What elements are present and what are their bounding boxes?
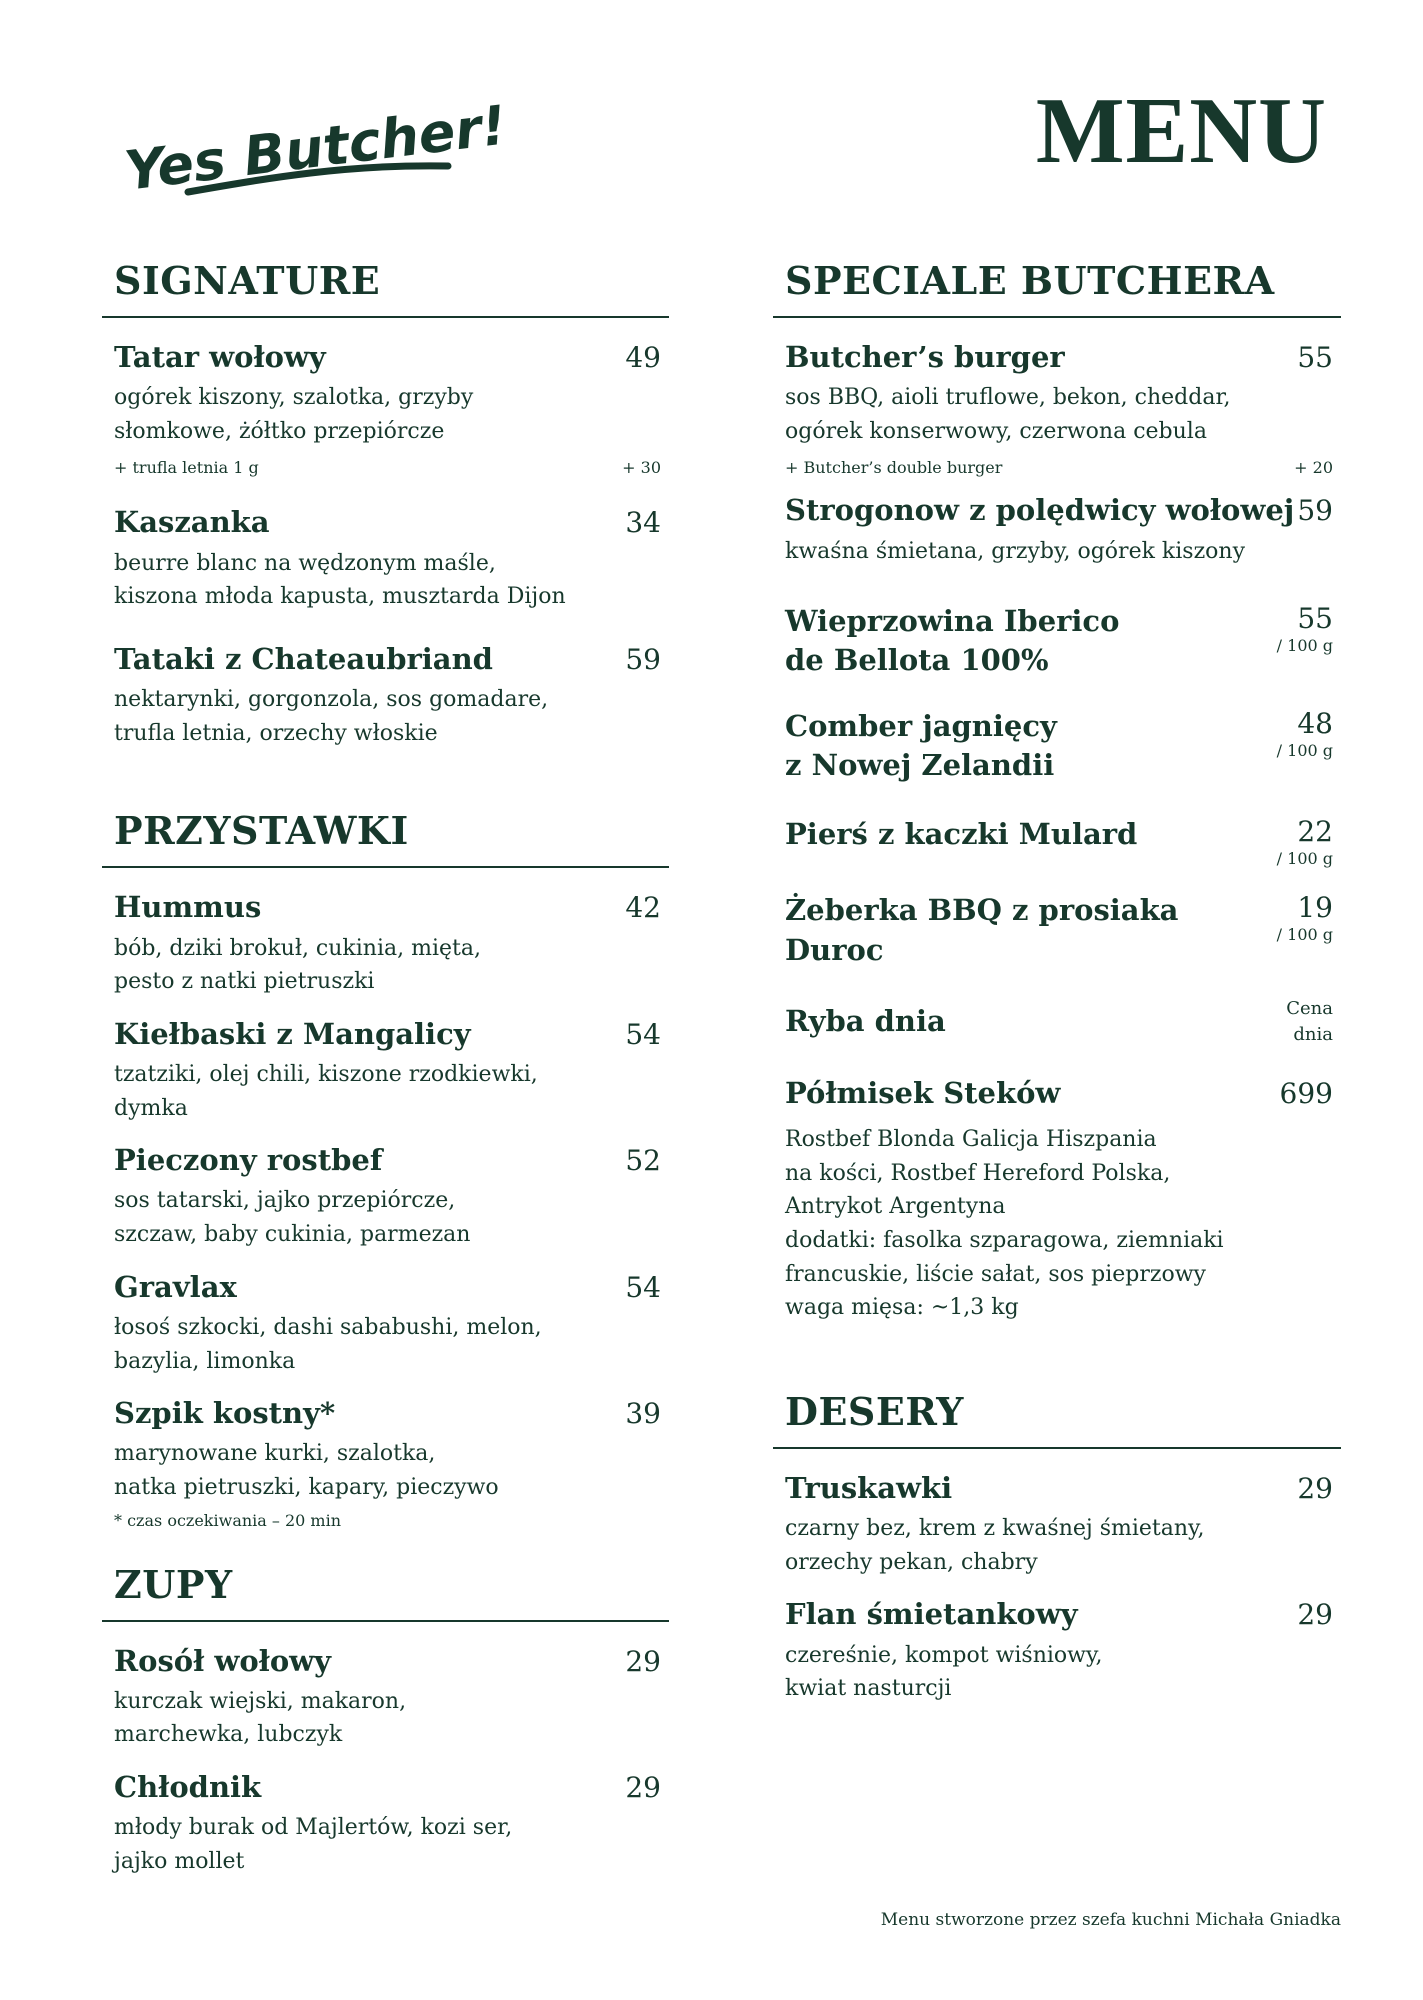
desc-line: na kości, Rostbef Hereford Polska, (785, 1160, 1171, 1186)
item-description (114, 683, 661, 750)
menu-item (102, 1015, 669, 1125)
menu-item (102, 1768, 669, 1878)
price-value: 19 (1297, 891, 1333, 925)
desc-line: bób, dziki brokuł, cukinia, mięta, (114, 935, 481, 961)
item-name (785, 707, 1057, 785)
item-name: Ryba dnia (785, 1004, 946, 1039)
price-line: Cena (1286, 997, 1333, 1019)
menu-item (773, 1469, 1341, 1579)
desc-line: ogórek konserwowy, czerwona cebula (785, 418, 1207, 444)
item-price: 34 (625, 506, 661, 540)
menu-item (773, 815, 1341, 868)
item-description (114, 1811, 661, 1878)
desc-line: dymka (114, 1095, 188, 1121)
item-price: 49 (625, 341, 661, 374)
price-value: 55 (1297, 602, 1333, 636)
name-line: z Nowej Zelandii (785, 747, 1055, 782)
item-price (1277, 707, 1333, 760)
item-name: Szpik kostny* (114, 1396, 336, 1431)
desc-line: trufla letnia, orzechy włoskie (114, 720, 438, 746)
desc-line: młody burak od Majlertów, kozi ser, (114, 1815, 513, 1841)
desc-line: natka pietruszki, kapary, pieczywo (114, 1474, 499, 1500)
price-value: 48 (1297, 706, 1333, 740)
item-price: 59 (625, 642, 661, 676)
menu-item (773, 602, 1341, 680)
desc-line: beurre blanc na wędzonym maśle, (114, 550, 496, 576)
item-price (1277, 891, 1333, 944)
section-signature (102, 258, 669, 750)
desc-line: orzechy pekan, chabry (785, 1549, 1038, 1575)
menu-item (773, 891, 1341, 969)
item-description (114, 1184, 661, 1251)
item-description (114, 1311, 661, 1378)
name-line: de Bellota 100% (785, 643, 1049, 678)
desc-line: czereśnie, kompot wiśniowy, (785, 1642, 1103, 1668)
menu-item (102, 640, 669, 750)
desc-line: kurczak wiejski, makaron, (114, 1688, 407, 1714)
item-name: Żeberka BBQ z prosiaka Duroc (785, 893, 1179, 967)
item-name: Kiełbaski z Mangalicy (114, 1016, 471, 1051)
item-name: Truskawki (785, 1470, 953, 1505)
item-name: Półmisek Steków (785, 1075, 1061, 1110)
brush-script-logo-icon (118, 92, 510, 212)
page-title: MENU (1035, 79, 1327, 183)
menu-item (102, 1141, 669, 1251)
section-divider (102, 316, 669, 318)
item-price (1277, 815, 1333, 868)
desc-line: Antrykot Argentyna (785, 1194, 1006, 1220)
price-line: dnia (1293, 1023, 1333, 1045)
extra-label: + Butcher’s double burger (785, 458, 1003, 478)
item-description (114, 932, 661, 999)
name-line: Comber jagnięcy (785, 708, 1057, 743)
desc-line: szczaw, baby cukinia, parmezan (114, 1222, 471, 1248)
item-description (785, 381, 1333, 448)
desc-line: kiszona młoda kapusta, musztarda Dijon (114, 584, 566, 610)
item-description (114, 1685, 661, 1752)
price-unit: / 100 g (1276, 740, 1333, 760)
item-price: 39 (625, 1397, 661, 1431)
item-name: Hummus (114, 890, 262, 925)
desc-line: tzatziki, olej chili, kiszone rzodkiewki, (114, 1061, 538, 1087)
desc-line: francuskie, liście sałat, sos pieprzowy (785, 1261, 1206, 1287)
desc-line: nektarynki, gorgonzola, sos gomadare, (114, 687, 549, 713)
item-name (785, 602, 1119, 680)
item-description (114, 1058, 661, 1125)
section-divider (773, 316, 1341, 318)
menu-item (773, 996, 1341, 1048)
menu-item (773, 491, 1341, 568)
item-name: Pierś z kaczki Mulard (785, 816, 1138, 851)
menu-item (773, 707, 1341, 785)
section-divider (773, 1447, 1341, 1449)
section-speciale (773, 258, 1341, 1325)
desc-line: pesto z natki pietruszki (114, 969, 375, 995)
right-column (773, 258, 1341, 1706)
item-price: 699 (1279, 1076, 1333, 1110)
section-title: PRZYSTAWKI (114, 808, 409, 854)
desc-line: marynowane kurki, szalotka, (114, 1441, 436, 1467)
desc-line: słomkowe, żółtko przepiórcze (114, 418, 445, 444)
section-desery (773, 1388, 1341, 1706)
price-value: 22 (1297, 814, 1333, 848)
item-price: 52 (625, 1144, 661, 1178)
desc-line: sos BBQ, aioli truflowe, bekon, cheddar, (785, 385, 1231, 411)
section-zupy (102, 1561, 669, 1879)
footer-credit: Menu stworzone przez szefa kuchni Michała Gniadka (880, 1910, 1341, 1930)
item-name: Pieczony rostbef (114, 1143, 383, 1178)
section-title: SIGNATURE (114, 258, 381, 303)
item-name: Tatar wołowy (114, 340, 326, 374)
item-name: Tataki z Chateaubriand (114, 641, 493, 676)
extra-price: + 30 (622, 458, 661, 478)
desc-line: sos tatarski, jajko przepiórcze, (114, 1188, 456, 1214)
menu-item (102, 503, 669, 613)
item-name: Chłodnik (114, 1770, 262, 1805)
section-divider (102, 1620, 669, 1622)
left-column (102, 258, 669, 1879)
desc-line: Rostbef Blonda Galicja Hiszpania (785, 1127, 1157, 1153)
desc-line: bazylia, limonka (114, 1348, 296, 1374)
item-description (114, 1437, 661, 1504)
extra-price: + 20 (1294, 458, 1333, 478)
section-title: SPECIALE BUTCHERA (785, 258, 1275, 303)
desc-line: jajko mollet (114, 1848, 245, 1874)
item-name: Kaszanka (114, 505, 270, 540)
item-description (114, 381, 661, 448)
item-extra (114, 458, 661, 477)
menu-item (773, 1595, 1341, 1705)
item-description (785, 1123, 1333, 1325)
item-price: 54 (625, 1017, 661, 1051)
brand-logo (118, 92, 510, 212)
item-price (1277, 602, 1333, 655)
desc-line: ogórek kiszony, szalotka, grzyby (114, 385, 474, 411)
menu-item (102, 1268, 669, 1378)
item-price (1286, 996, 1333, 1048)
section-divider (102, 866, 669, 868)
section-title: DESERY (785, 1388, 964, 1434)
menu-item (102, 1394, 669, 1529)
item-price: 42 (625, 891, 661, 925)
item-price: 29 (1297, 1471, 1333, 1505)
extra-label: + trufla letnia 1 g (114, 458, 259, 478)
item-price: 55 (1297, 341, 1333, 374)
item-price: 29 (625, 1771, 661, 1805)
item-name: Rosół wołowy (114, 1643, 331, 1678)
item-price: 59 (1297, 494, 1333, 528)
name-line: Wieprzowina Iberico (785, 604, 1120, 639)
item-extra (785, 458, 1333, 477)
section-przystawki (102, 808, 669, 1530)
item-description (785, 1512, 1333, 1579)
desc-line: czarny bez, krem z kwaśnej śmietany, (785, 1516, 1205, 1542)
item-name: Butcher’s burger (785, 340, 1065, 374)
menu-item (102, 888, 669, 998)
logo-text: Yes Butcher! (121, 93, 510, 203)
menu-item (102, 338, 669, 477)
price-unit: / 100 g (1276, 925, 1333, 945)
desc-line: kwaśna śmietana, grzyby, ogórek kiszony (785, 538, 1246, 564)
desc-line: łosoś szkocki, dashi sababushi, melon, (114, 1314, 542, 1340)
section-title: ZUPY (114, 1561, 233, 1607)
desc-line: marchewka, lubczyk (114, 1722, 343, 1748)
item-price: 29 (625, 1644, 661, 1678)
desc-line: kwiat nasturcji (785, 1676, 952, 1702)
desc-line: dodatki: fasolka szparagowa, ziemniaki (785, 1227, 1224, 1253)
menu-item (773, 338, 1341, 477)
item-description (114, 547, 661, 614)
item-name: Gravlax (114, 1269, 237, 1304)
menu-item (773, 1074, 1341, 1325)
item-name: Flan śmietankowy (785, 1597, 1078, 1632)
item-price: 29 (1297, 1598, 1333, 1632)
item-description (785, 535, 1333, 569)
item-footnote: * czas oczekiwania – 20 min (114, 1510, 342, 1530)
item-price: 54 (625, 1270, 661, 1304)
item-name: Strogonow z polędwicy wołowej (785, 493, 1295, 528)
desc-line: waga mięsa: ~1,3 kg (785, 1295, 1019, 1321)
price-unit: / 100 g (1276, 848, 1333, 868)
price-unit: / 100 g (1276, 636, 1333, 656)
menu-item (102, 1642, 669, 1752)
item-description (785, 1639, 1333, 1706)
